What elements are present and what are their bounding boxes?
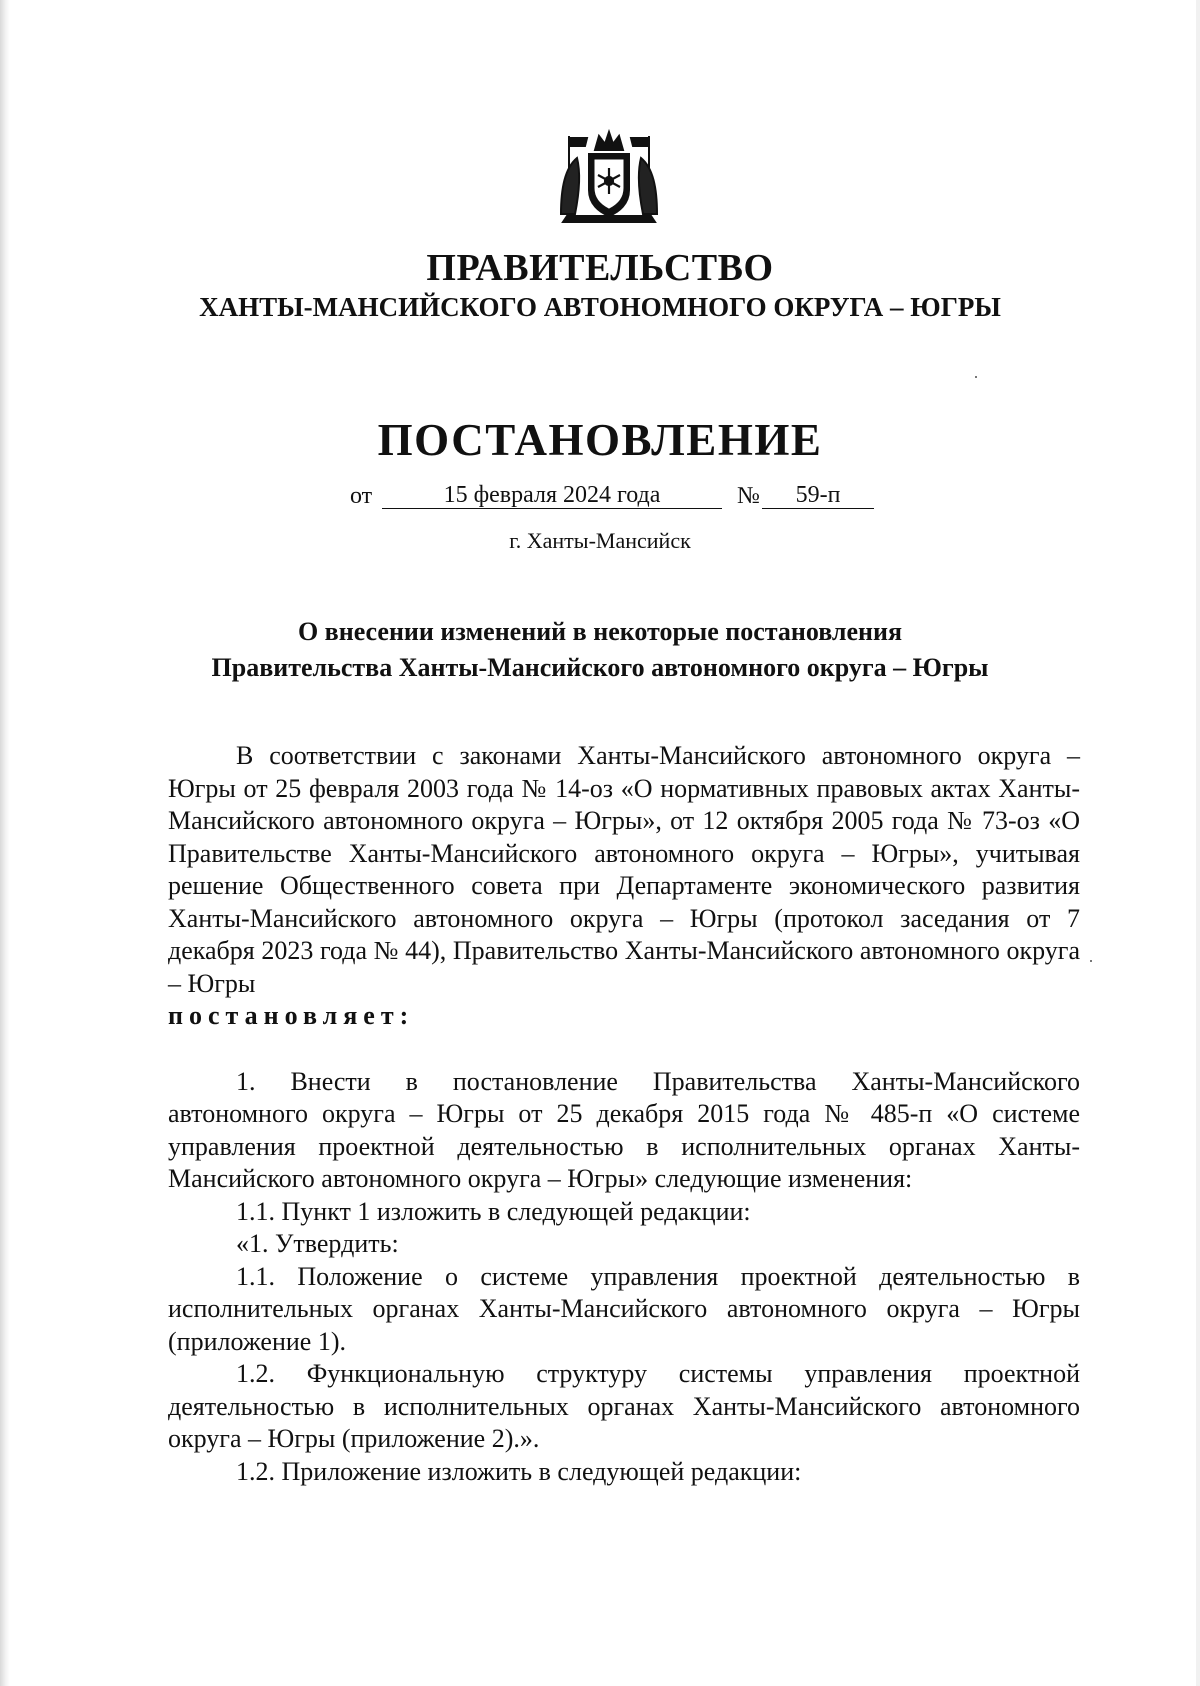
scan-speck <box>1090 960 1092 962</box>
document-date: 15 февраля 2024 года <box>382 483 722 509</box>
org-name-line2: ХАНТЫ-МАНСИЙСКОГО АВТОНОМНОГО ОКРУГА – ЮГРЫ <box>199 292 1001 322</box>
document-title <box>0 614 1200 686</box>
title-line1: О внесении изменений в некоторые постановления <box>297 617 903 646</box>
preamble-paragraph <box>168 740 1080 1033</box>
clause-quote-1: «1. Утвердить: <box>236 1229 399 1258</box>
document-number: 59-п <box>762 483 874 509</box>
clause-quote-1-1: 1.1. Положение о системе управления проектной деятельностью в исполнительных органах Ханты-Мансийского автономного округа – Югры (приложение 1). <box>168 1261 1080 1356</box>
coat-of-arms-icon <box>555 128 663 228</box>
clause-1-2: 1.2. Приложение изложить в следующей редакции: <box>236 1456 802 1486</box>
scan-speck <box>975 376 977 378</box>
document-body <box>168 740 1080 1488</box>
document-type: ПОСТАНОВЛЕНИЕ <box>377 415 823 465</box>
clause-1: 1. Внести в постановление Правительства Ханты-Мансийского автономного округа – Югры от 25 декабря 2015 года № 485-п «О системе управления проектной деятельностью в исполнительных органах Ханты-Мансийского автономного округа – Югры» следующие изменения: <box>168 1066 1080 1193</box>
org-name-line1: ПРАВИТЕЛЬСТВО <box>426 247 774 289</box>
title-line2: Правительства Ханты-Мансийского автономного округа – Югры <box>211 653 989 682</box>
preamble-text: В соответствии с законами Ханты-Мансийского автономного округа – Югры от 25 февраля 2003 года № 14-оз «О нормативных правовых актах Ханты-Мансийского автономного округа – Югры», от 12 октября 2005 года № 73-оз «О Правительстве Ханты-Мансийского автономного округа – Югры», учитывая решение Общественного совета при Департаменте экономического развития Ханты-Мансийского автономного округа – Югры (протокол заседания от 7 декабря 2023 года № 44), Правительство Ханты-Мансийского автономного округа – Югры <box>168 741 1080 998</box>
clause-1-1: 1.1. Пункт 1 изложить в следующей редакции: <box>236 1196 751 1226</box>
clause-quote-1-2: 1.2. Функциональную структуру системы управления проектной деятельностью в исполнительных органах Ханты-Мансийского автономного округа – Югры (приложение 2).». <box>168 1359 1080 1453</box>
number-prefix: № <box>737 483 760 509</box>
issue-city: г. Ханты-Мансийск <box>509 528 691 553</box>
date-prefix: от <box>350 483 373 509</box>
resolves-word: постановляет: <box>168 1001 415 1030</box>
